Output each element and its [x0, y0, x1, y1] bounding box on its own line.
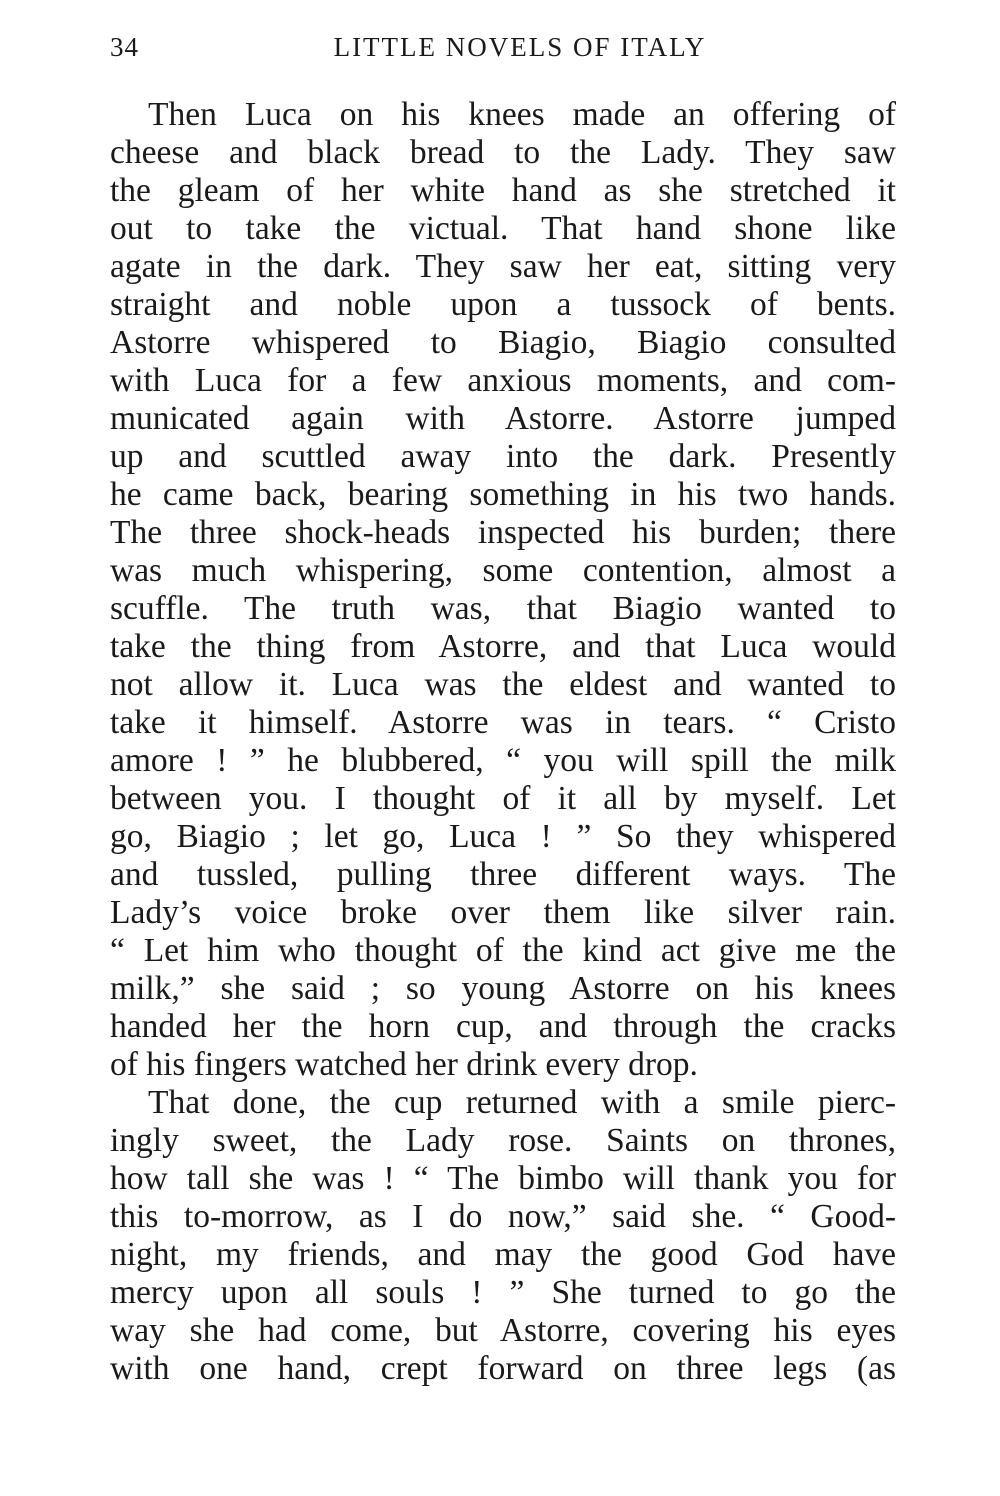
text-line: up and scuttled away into the dark. Presently	[110, 438, 896, 475]
text-line: the gleam of her white hand as she stretched it	[110, 172, 896, 209]
paragraph-1	[110, 96, 896, 1084]
text-line: The three shock-heads inspected his burden; there	[110, 514, 896, 551]
text-line: go, Biagio ; let go, Luca ! ” So they whispered	[110, 818, 896, 855]
text-line: handed her the horn cup, and through the cracks	[110, 1008, 896, 1045]
paragraph-2	[110, 1084, 896, 1388]
text-line: he came back, bearing something in his two hands.	[110, 476, 896, 513]
text-line: mercy upon all souls ! ” She turned to go the	[110, 1274, 896, 1311]
text-line: with one hand, crept forward on three legs (as	[110, 1350, 896, 1387]
text-line: out to take the victual. That hand shone like	[110, 210, 896, 247]
text-line: milk,” she said ; so young Astorre on his knees	[110, 970, 896, 1007]
text-line: Lady’s voice broke over them like silver rain.	[110, 894, 896, 931]
running-title: LITTLE NOVELS OF ITALY	[333, 32, 707, 62]
body-text	[110, 96, 896, 1388]
text-line: straight and noble upon a tussock of bents.	[110, 286, 896, 323]
text-line: That done, the cup returned with a smile pierc-	[148, 1084, 896, 1121]
text-line: Then Luca on his knees made an offering of	[148, 96, 896, 133]
text-line: way she had come, but Astorre, covering his eyes	[110, 1312, 896, 1349]
text-line: municated again with Astorre. Astorre jumped	[110, 400, 896, 437]
text-line: was much whispering, some contention, almost a	[110, 552, 896, 589]
text-line: scuffle. The truth was, that Biagio wanted to	[110, 590, 896, 627]
text-line: and tussled, pulling three different ways. The	[110, 856, 896, 893]
text-line: “ Let him who thought of the kind act give me the	[110, 932, 896, 969]
text-line: how tall she was ! “ The bimbo will thank you for	[110, 1160, 896, 1197]
text-line: of his fingers watched her drink every drop.	[110, 1046, 698, 1083]
text-line: amore ! ” he blubbered, “ you will spill the milk	[110, 742, 896, 779]
text-line: between you. I thought of it all by myself. Let	[110, 780, 896, 817]
text-line: take it himself. Astorre was in tears. “ Cristo	[110, 704, 896, 741]
text-line: agate in the dark. They saw her eat, sitting very	[110, 248, 896, 285]
text-line: ingly sweet, the Lady rose. Saints on thrones,	[110, 1122, 896, 1159]
text-line: with Luca for a few anxious moments, and com-	[110, 362, 896, 399]
page-number: 34	[110, 32, 139, 62]
text-line: this to-morrow, as I do now,” said she. “ Good-	[110, 1198, 896, 1235]
text-line: not allow it. Luca was the eldest and wanted to	[110, 666, 896, 703]
text-line: night, my friends, and may the good God have	[110, 1236, 896, 1273]
text-line: Astorre whispered to Biagio, Biagio consulted	[110, 324, 896, 361]
text-line: take the thing from Astorre, and that Luca would	[110, 628, 896, 665]
text-line: cheese and black bread to the Lady. They saw	[110, 134, 896, 171]
